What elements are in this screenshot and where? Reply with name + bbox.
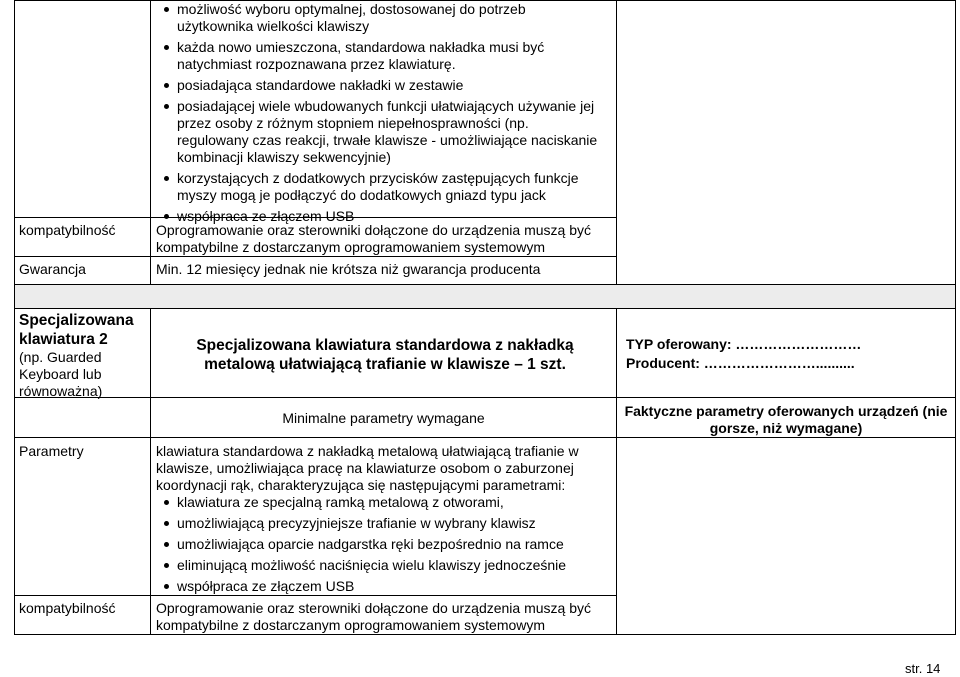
warranty-text: Min. 12 miesięcy jednak nie krótsza niż gwarancja producenta [156, 261, 541, 277]
row-divider-4 [14, 437, 956, 438]
compat-label-2: kompatybilność [19, 600, 116, 616]
list-item: możliwość wyboru optymalnej, dostosowanej do potrzeb użytkownika wielkości klawiszy [164, 1, 604, 35]
list-item: korzystających z dodatkowych przycisków zastępujących funkcje myszy mogą je podłączyć do dodatkowych gniazd typu jack [164, 170, 604, 204]
params-bullet-list [164, 494, 604, 595]
actual-params-header: Faktyczne parametry oferowanych urządzeń (nie gorsze, niż wymagane) [624, 403, 948, 436]
table-border-left [14, 0, 15, 634]
min-params-header: Minimalne parametry wymagane [282, 410, 485, 426]
type-offered-label: TYP oferowany: ……………………… [626, 336, 862, 352]
table-border-right [955, 0, 956, 634]
row-divider-3 [14, 397, 956, 398]
compat-text-2: Oprogramowanie oraz sterowniki dołączone do urządzenia muszą być kompatybilne z dostarczanym oprogramowaniem systemowym [156, 600, 591, 633]
item-description: Specjalizowana klawiatura standardowa z nakładką metalową ułatwiającą trafianie w klawisze – 1 szt. [196, 337, 574, 373]
table-col-divider-1 [150, 0, 151, 285]
section-divider-bottom [14, 308, 956, 309]
list-item: klawiatura ze specjalną ramką metalową z otworami, [164, 494, 604, 511]
list-item: współpraca ze złączem USB [164, 578, 604, 595]
table-col-divider-1b [150, 308, 151, 634]
list-item: każda nowo umieszczona, standardowa nakładka musi być natychmiast rozpoznawana przez klawiaturę. [164, 39, 604, 73]
row-divider-2 [14, 256, 616, 257]
table-col-divider-2 [616, 0, 617, 285]
warranty-label: Gwarancja [19, 261, 86, 277]
params-label: Parametry [19, 443, 84, 459]
page-number: str. 14 [905, 661, 941, 676]
params-intro: klawiatura standardowa z nakładką metalową ułatwiającą trafianie w klawisze, umożliwiająca pracę na klawiaturze osobom o zaburzonej koordynacji rąk, charakteryzująca się następującymi parametrami: [156, 443, 579, 493]
list-item: posiadającej wiele wbudowanych funkcji ułatwiających używanie jej przez osoby z różnym stopniem niepełnosprawności (np. regulowany czas reakcji, trwałe klawisze - umożliwiające naciskanie kombinacji klawiszy sekwencyjnie) [164, 98, 604, 166]
list-item: współpraca ze złączem USB [164, 208, 604, 225]
list-item: eliminującą możliwość naciśnięcia wielu klawiszy jednocześnie [164, 557, 604, 574]
section-divider-top [14, 284, 956, 285]
table-border-bottom [14, 634, 956, 635]
row-divider-5 [14, 595, 616, 596]
feature-bullet-list [164, 1, 604, 225]
list-item: umożliwiająca oparcie nadgarstka ręki bezpośrednio na ramce [164, 536, 604, 553]
compat-text: Oprogramowanie oraz sterowniki dołączone do urządzenia muszą być kompatybilne z dostarczanym oprogramowaniem systemowym [156, 222, 591, 255]
producer-label: Producent: …………………….......... [626, 355, 855, 371]
list-item: posiadająca standardowe nakładki w zestawie [164, 77, 604, 94]
list-item: umożliwiającą precyzyjniejsze trafianie w wybrany klawisz [164, 515, 604, 532]
table-col-divider-2b [616, 308, 617, 634]
item-title: Specjalizowana klawiatura 2 [19, 312, 134, 348]
section-separator [15, 285, 955, 308]
item-subtitle: (np. Guarded Keyboard lub równoważna) [19, 349, 103, 399]
compat-label: kompatybilność [19, 222, 116, 238]
